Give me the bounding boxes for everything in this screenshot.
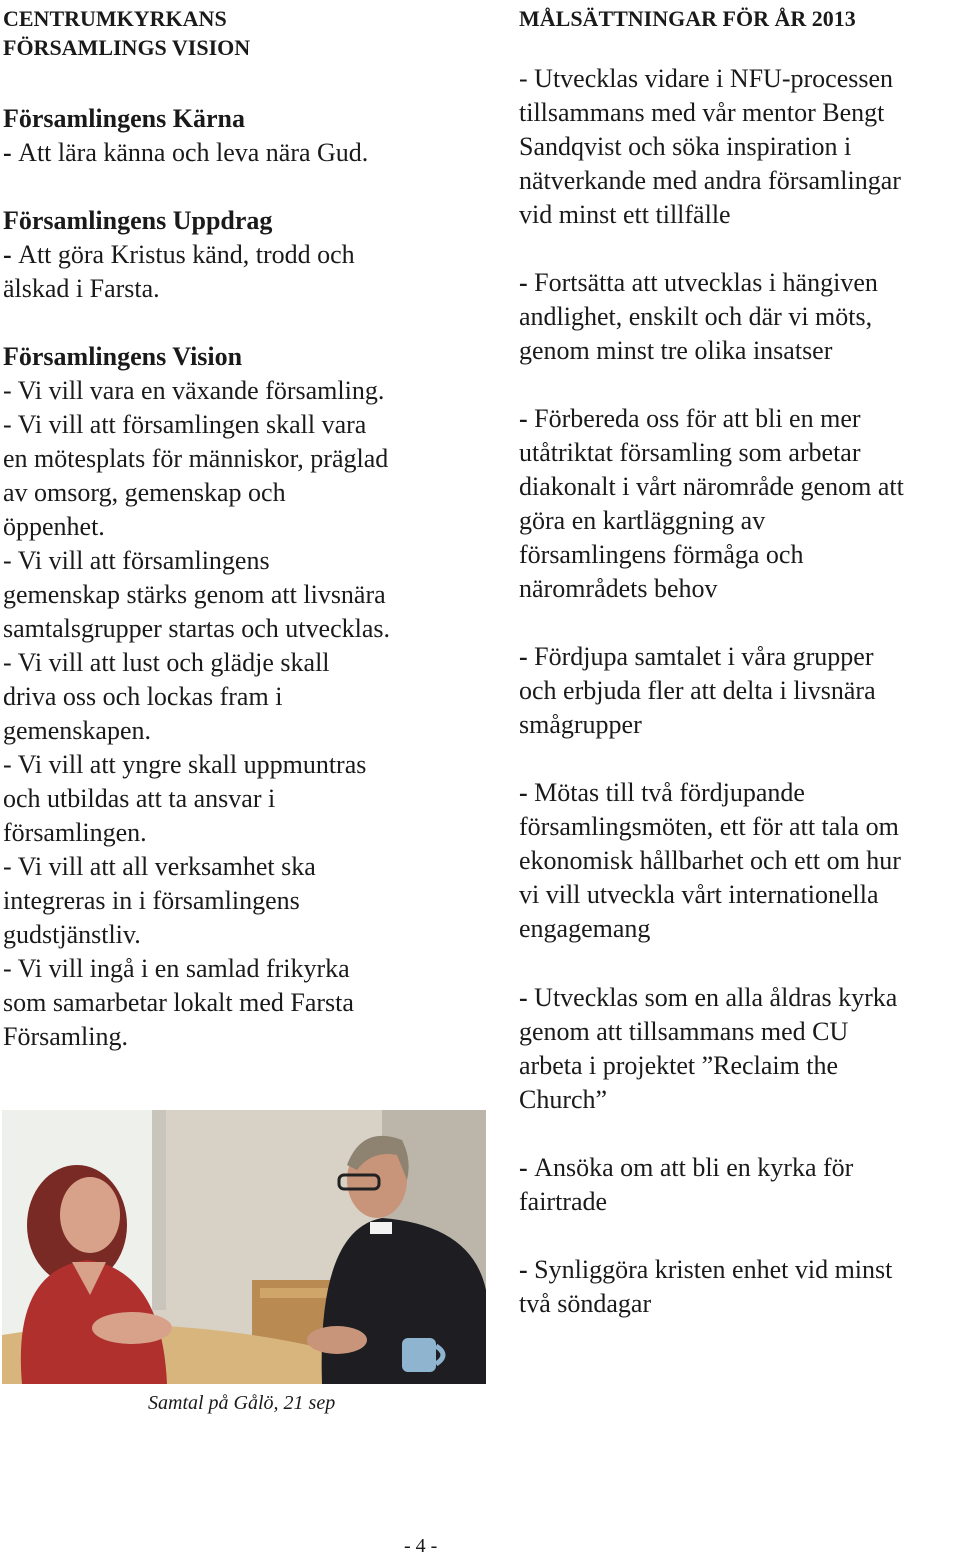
goal-line: [519, 981, 959, 1015]
goal-dash: -: [519, 1255, 535, 1284]
goal-line-body: Mötas till två fördjupande: [534, 778, 805, 807]
goal-line: [519, 266, 959, 300]
vision-title: [3, 4, 250, 62]
vision-line: - Vi vill att yngre skall uppmuntras: [3, 750, 367, 779]
vision-title-line-2: FÖRSAMLINGS VISION: [3, 35, 251, 60]
goal-item: [519, 640, 959, 742]
goal-dash: -: [519, 1153, 535, 1182]
goal-line: smågrupper: [519, 710, 642, 739]
page-number: - 4 -: [404, 1535, 438, 1557]
goal-item: [519, 266, 959, 368]
conversation-photo: [2, 1110, 486, 1384]
goal-item: [519, 402, 959, 606]
goal-line: utåtriktat församling som arbetar: [519, 438, 861, 467]
goal-dash: -: [519, 64, 535, 93]
goal-line: tillsammans med vår mentor Bengt: [519, 98, 885, 127]
goal-line: genom minst tre olika insatser: [519, 336, 833, 365]
vision-line: öppenhet.: [3, 512, 105, 541]
vision-section: [3, 340, 493, 1054]
goal-line: vi vill utveckla vårt internationella: [519, 880, 879, 909]
goal-line: göra en kartläggning av: [519, 506, 766, 535]
uppdrag-line: älskad i Farsta.: [3, 274, 160, 303]
goal-line: [519, 640, 959, 674]
vision-line: - Vi vill att församlingen skall vara: [3, 410, 367, 439]
karna-dash: -: [3, 138, 19, 167]
goal-line: [519, 1151, 959, 1185]
vision-line: - Vi vill ingå i en samlad frikyrka: [3, 954, 350, 983]
goal-line: arbeta i projektet ”Reclaim the: [519, 1051, 839, 1080]
vision-line: församlingen.: [3, 818, 147, 847]
uppdrag-line-body: Att göra Kristus känd, trodd och: [18, 240, 355, 269]
goal-line-body: Ansöka om att bli en kyrka för: [534, 1153, 854, 1182]
vision-line: Församling.: [3, 1022, 128, 1051]
goal-dash: -: [519, 404, 535, 433]
vision-line: - Vi vill att all verksamhet ska: [3, 852, 316, 881]
uppdrag-dash: -: [3, 240, 19, 269]
goal-line: två söndagar: [519, 1289, 652, 1318]
uppdrag-heading: Församlingens Uppdrag: [3, 206, 273, 235]
goal-dash: -: [519, 268, 535, 297]
goal-line: närområdets behov: [519, 574, 718, 603]
goal-line-body: Utvecklas som en alla åldras kyrka: [534, 983, 898, 1012]
vision-line: gemenskap stärks genom att livsnära: [3, 580, 386, 609]
goal-dash: -: [519, 983, 535, 1012]
vision-line: gemenskapen.: [3, 716, 152, 745]
vision-line: som samarbetar lokalt med Farsta: [3, 988, 354, 1017]
goal-line: [519, 402, 959, 436]
vision-line: och utbildas att ta ansvar i: [3, 784, 276, 813]
goal-line: Church”: [519, 1085, 608, 1114]
goal-line-body: Synliggöra kristen enhet vid minst: [534, 1255, 893, 1284]
goal-line: nätverkande med andra församlingar: [519, 166, 901, 195]
vision-line: gudstjänstliv.: [3, 920, 141, 949]
vision-heading: Församlingens Vision: [3, 342, 243, 371]
uppdrag-section: [3, 204, 493, 306]
vision-title-line-1: CENTRUMKYRKANS: [3, 6, 227, 31]
karna-heading: Församlingens Kärna: [3, 104, 245, 133]
goal-line: och erbjuda fler att delta i livsnära: [519, 676, 876, 705]
goal-line: genom att tillsammans med CU: [519, 1017, 849, 1046]
goal-line-body: Fördjupa samtalet i våra grupper: [534, 642, 874, 671]
goal-item: [519, 1151, 959, 1219]
karna-section: [3, 102, 493, 170]
goal-item: [519, 62, 959, 232]
goal-line: fairtrade: [519, 1187, 608, 1216]
karna-text-body: Att lära känna och leva nära Gud.: [18, 138, 369, 167]
goal-line-body: Fortsätta att utvecklas i hängiven: [534, 268, 878, 297]
goal-line: ekonomisk hållbarhet och ett om hur: [519, 846, 901, 875]
goal-item: [519, 981, 959, 1117]
goal-line-body: Förbereda oss för att bli en mer: [534, 404, 861, 433]
goal-line: [519, 776, 959, 810]
vision-line: - Vi vill att församlingens: [3, 546, 270, 575]
goal-dash: -: [519, 778, 535, 807]
vision-line: samtalsgrupper startas och utvecklas.: [3, 614, 390, 643]
goal-line: Sandqvist och söka inspiration i: [519, 132, 852, 161]
goal-line: andlighet, enskilt och där vi möts,: [519, 302, 873, 331]
goal-line: [519, 1253, 959, 1287]
conversation-photo-illustration: [2, 1110, 486, 1384]
vision-line: - Vi vill vara en växande församling.: [3, 376, 385, 405]
goal-line: [519, 62, 959, 96]
goal-dash: -: [519, 642, 535, 671]
goal-item: [519, 776, 959, 946]
vision-line: av omsorg, gemenskap och: [3, 478, 286, 507]
photo-caption: Samtal på Gålö, 21 sep: [148, 1392, 336, 1414]
uppdrag-line: [3, 238, 493, 272]
goal-line: församlingsmöten, ett för att tala om: [519, 812, 899, 841]
goal-line-body: Utvecklas vidare i NFU-processen: [534, 64, 894, 93]
vision-line: - Vi vill att lust och glädje skall: [3, 648, 330, 677]
vision-line: integreras in i församlingens: [3, 886, 300, 915]
vision-line: driva oss och lockas fram i: [3, 682, 283, 711]
goal-line: vid minst ett tillfälle: [519, 200, 731, 229]
goal-line: diakonalt i vårt närområde genom att: [519, 472, 904, 501]
goals-title: MÅLSÄTTNINGAR FÖR ÅR 2013: [519, 6, 856, 31]
vision-line: en mötesplats för människor, präglad: [3, 444, 389, 473]
goal-line: engagemang: [519, 914, 651, 943]
goal-line: församlingens förmåga och: [519, 540, 804, 569]
karna-text: [3, 136, 493, 170]
goal-item: [519, 1253, 959, 1321]
